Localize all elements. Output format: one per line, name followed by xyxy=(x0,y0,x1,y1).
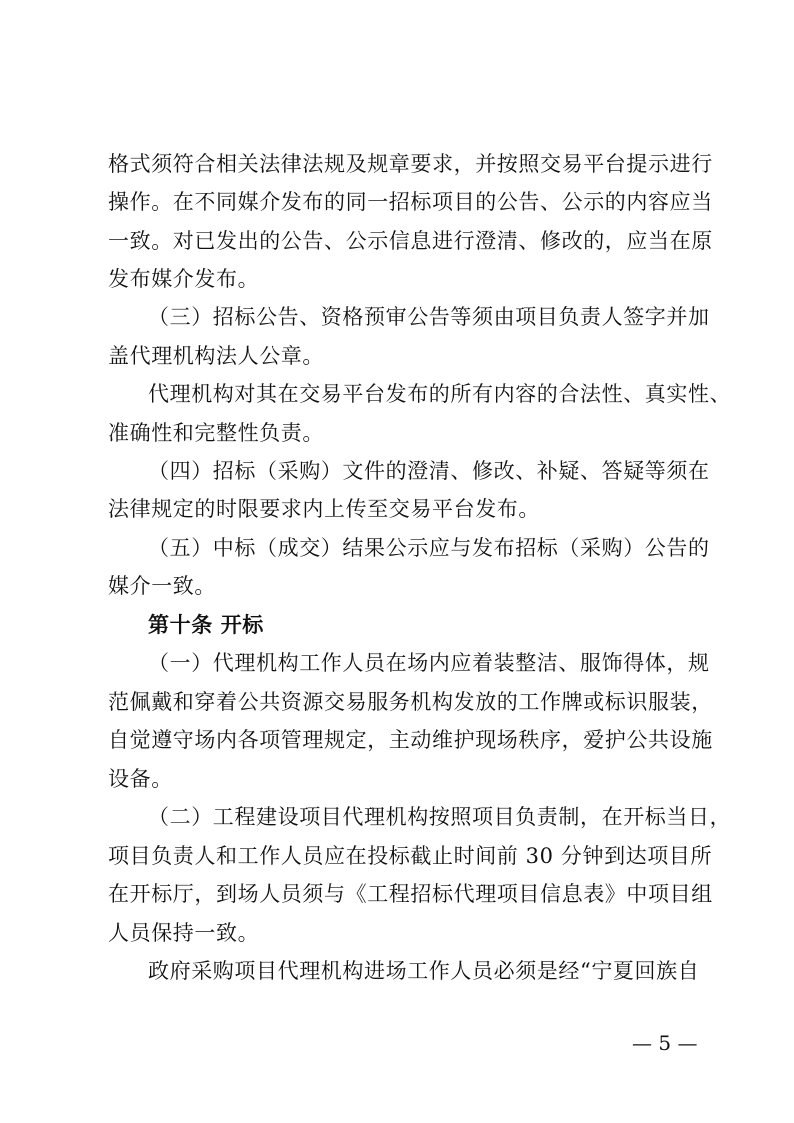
body-line: 范佩戴和穿着公共资源交易服务机构发放的工作牌或标识服装， xyxy=(108,690,713,714)
body-line: 盖代理机构法人公章。 xyxy=(108,344,324,368)
body-line: 政府采购项目代理机构进场工作人员必须是经“宁夏回族自 xyxy=(148,959,700,983)
body-line: 设备。 xyxy=(108,767,173,791)
body-line: 法律规定的时限要求内上传至交易平台发布。 xyxy=(108,497,540,521)
body-line: （四）招标（采购）文件的澄清、修改、补疑、答疑等须在 xyxy=(148,459,710,483)
body-line: 一致。对已发出的公告、公示信息进行澄清、修改的，应当在原 xyxy=(108,229,713,253)
article-heading: 第十条 开标 xyxy=(148,612,264,637)
body-line: 发布媒介发布。 xyxy=(108,267,260,291)
body-line: 项目负责人和工作人员应在投标截止时间前 30 分钟到达项目所 xyxy=(108,844,713,868)
body-line: （三）招标公告、资格预审公告等须由项目负责人签字并加 xyxy=(148,305,710,329)
body-line: 准确性和完整性负责。 xyxy=(108,421,324,445)
body-line: 格式须符合相关法律法规及规章要求，并按照交易平台提示进行 xyxy=(108,152,713,176)
body-line: 操作。在不同媒介发布的同一招标项目的公告、公示的内容应当 xyxy=(108,190,713,214)
page-number: — 5 — xyxy=(632,1031,698,1055)
body-line: （五）中标（成交）结果公示应与发布招标（采购）公告的 xyxy=(148,536,710,560)
body-line: 在开标厅，到场人员须与《工程招标代理项目信息表》中项目组 xyxy=(108,882,713,906)
body-line: （二）工程建设项目代理机构按照项目负责制，在开标当日， xyxy=(148,805,732,829)
body-line: 人员保持一致。 xyxy=(108,921,260,945)
body-line: （一）代理机构工作人员在场内应着装整洁、服饰得体，规 xyxy=(148,651,710,675)
body-line: 自觉遵守场内各项管理规定，主动维护现场秩序，爱护公共设施 xyxy=(108,728,713,752)
body-line: 代理机构对其在交易平台发布的所有内容的合法性、真实性、 xyxy=(148,382,732,406)
body-line: 媒介一致。 xyxy=(108,574,216,598)
